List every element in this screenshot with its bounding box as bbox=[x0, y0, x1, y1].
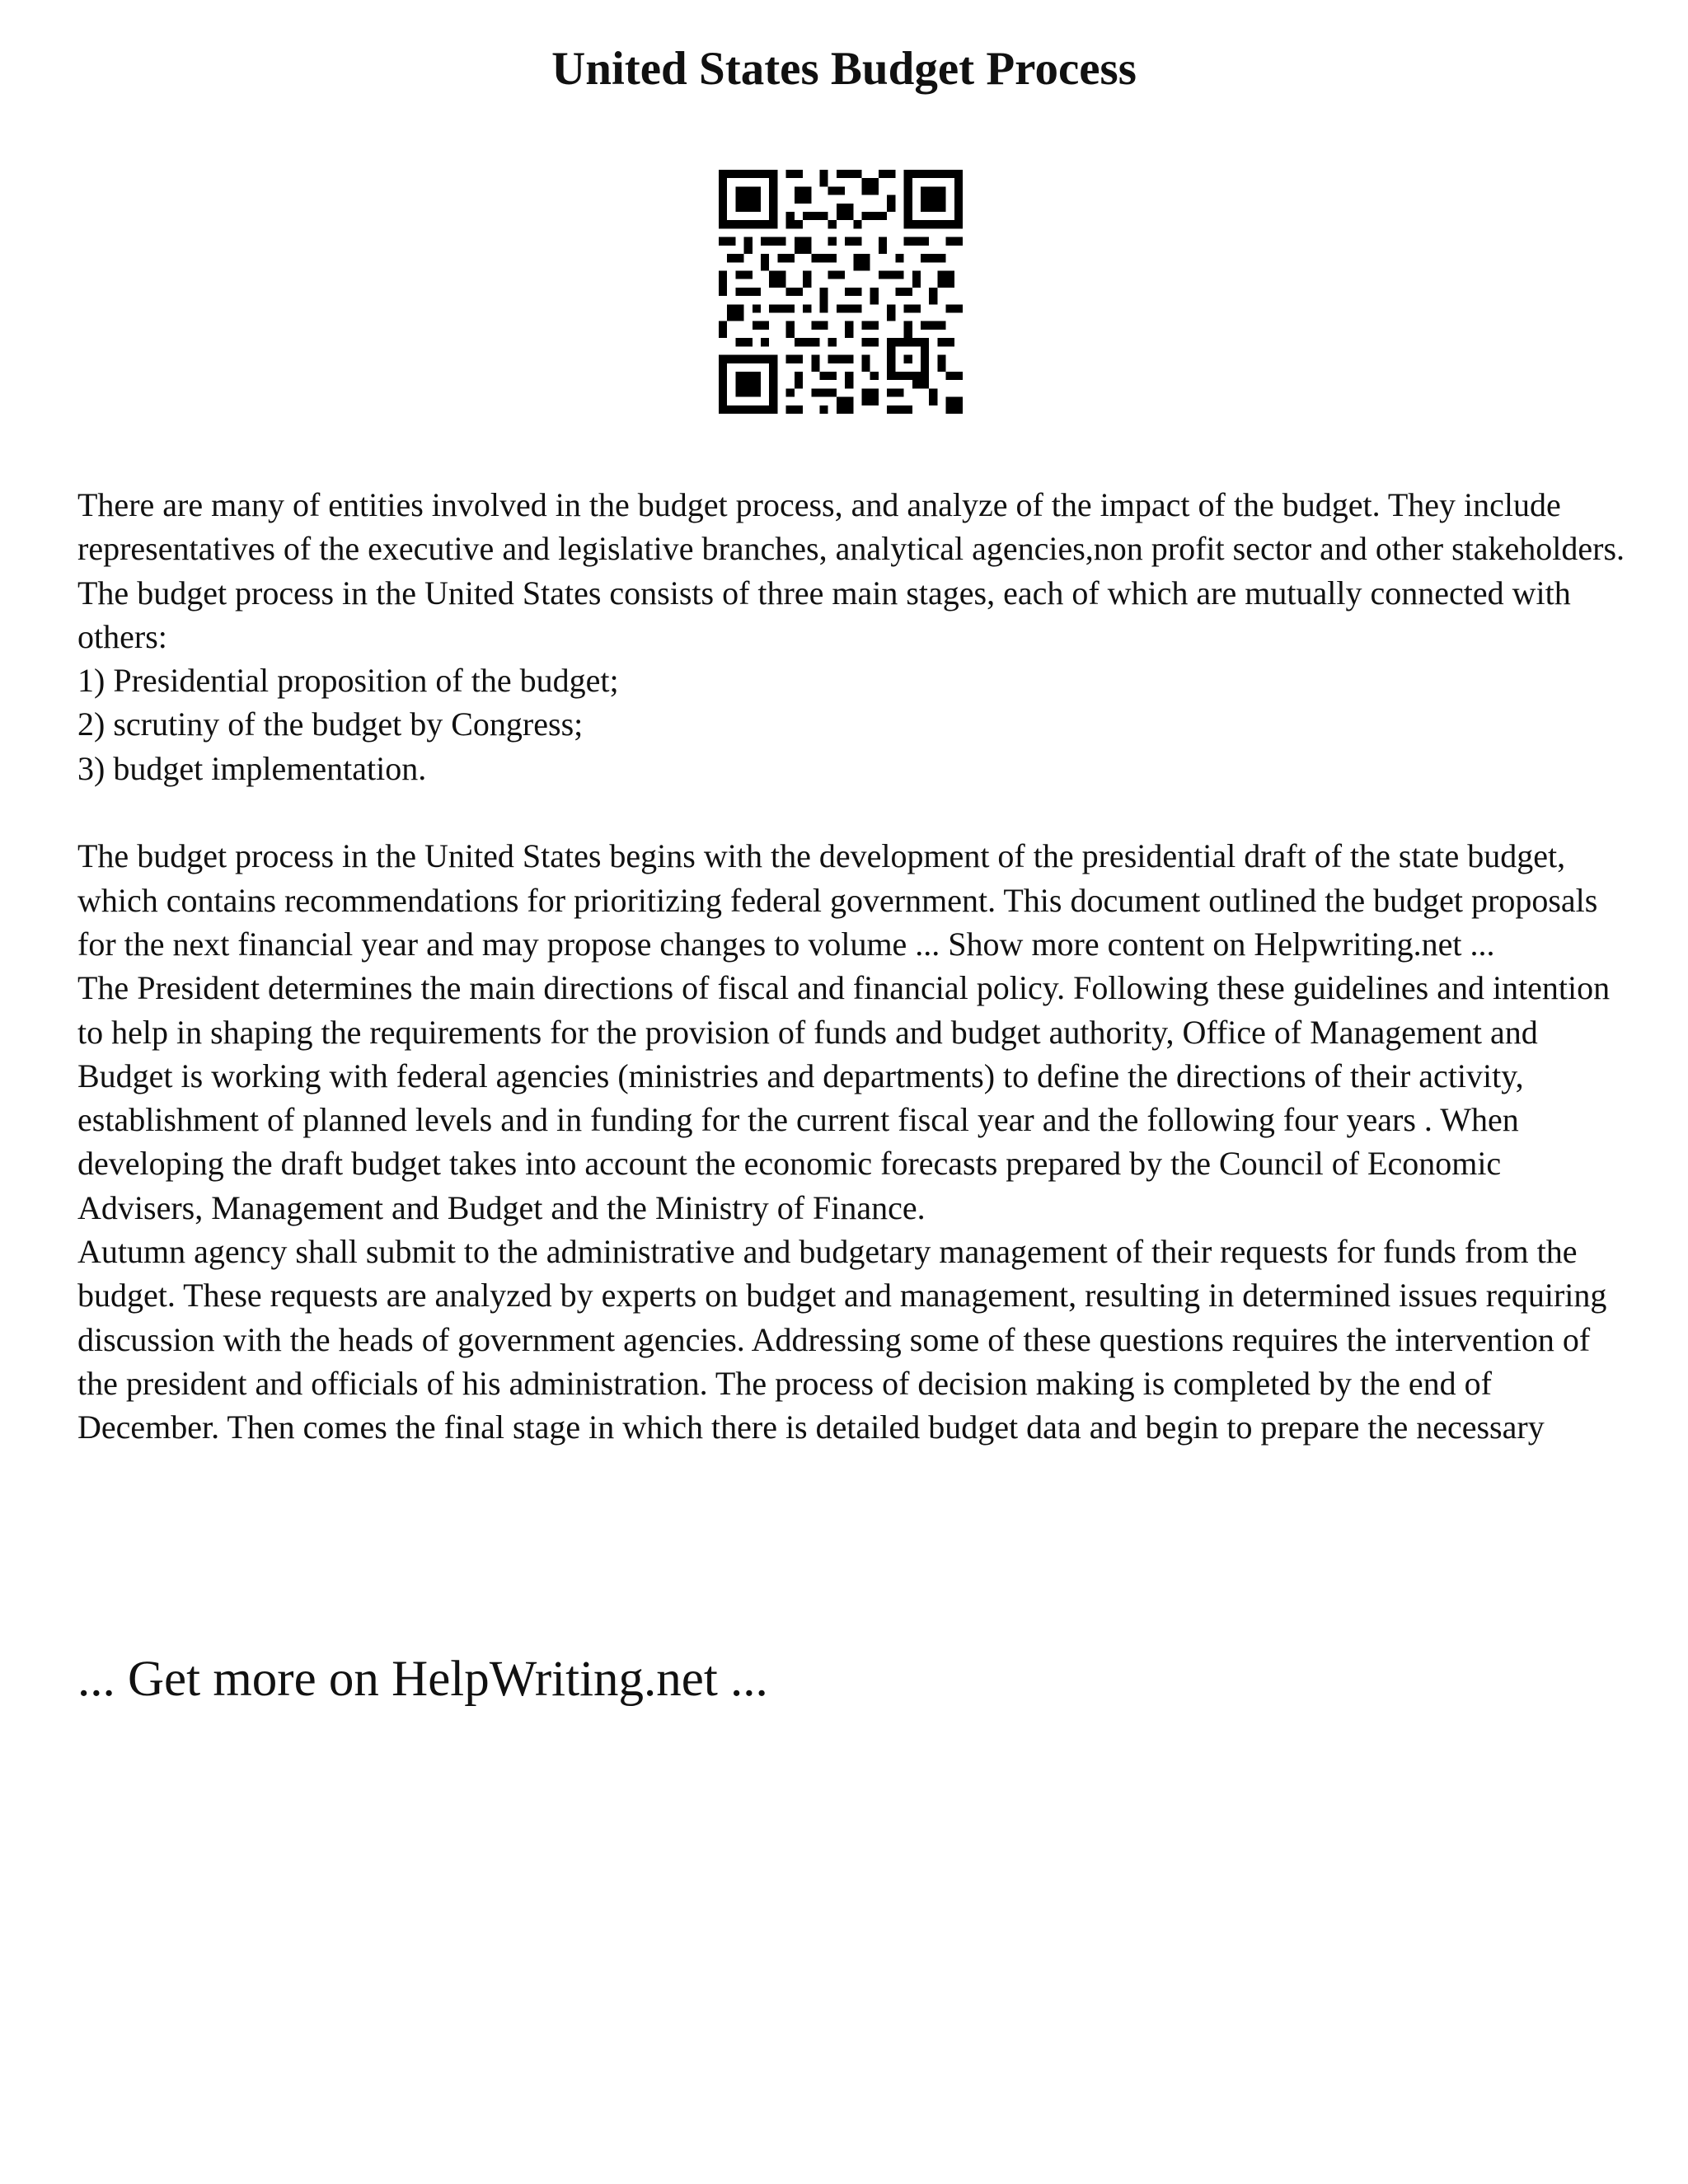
list-item: 3) budget implementation. bbox=[77, 749, 427, 787]
list-item: 2) scrutiny of the budget by Congress; bbox=[77, 705, 584, 743]
page-title: United States Budget Process bbox=[551, 43, 1137, 95]
list-item: 1) Presidential proposition of the budget; bbox=[77, 662, 619, 700]
body-text bbox=[77, 483, 1627, 1450]
intro-paragraph: There are many of entities involved in the budget process, and analyze of the impact of the budget. They include representatives of the executive and legislative branches, analytical agencies,non profit sector and other stakeholders. bbox=[77, 486, 1625, 568]
qr-code-icon bbox=[719, 170, 963, 414]
autumn-agency-paragraph: Autumn agency shall submit to the administrative and budgetary management of their requests for funds from the budget. These requests are analyzed by experts on budget and management, resulting in determined issues requiring discussion with the heads of government agencies. Addressing some of these questions requires the intervention of the president and officials of his administration. The process of decision making is completed by the end of December. Then comes the final stage in which there is detailed budget data and begin to prepare the necessary bbox=[77, 1233, 1607, 1446]
get-more-link[interactable]: ... Get more on HelpWriting.net ... bbox=[77, 1652, 768, 1707]
president-policy-paragraph: The President determines the main directions of fiscal and financial policy. Following these guidelines and intention to help in shaping the requirements for the provision of funds and budget authority, Office of Management and Budget is working with federal agencies (ministries and departments) to define the directions of their activity, establishment of planned levels and in funding for the current fiscal year and the following four years . When developing the draft budget takes into account the economic forecasts prepared by the Council of Economic Advisers, Management and Budget and the Ministry of Finance. bbox=[77, 969, 1611, 1226]
presidential-draft-paragraph: The budget process in the United States begins with the development of the presidential draft of the state budget, which contains recommendations for prioritizing federal government. This document outlined the budget proposals for the next financial year and may propose changes to volume ... Show more content on Helpwriting.net ... bbox=[77, 837, 1598, 963]
stages-intro-paragraph: The budget process in the United States consists of three main stages, each of which are mutually connected with others: bbox=[77, 574, 1571, 655]
paragraph-spacer bbox=[77, 790, 1627, 834]
